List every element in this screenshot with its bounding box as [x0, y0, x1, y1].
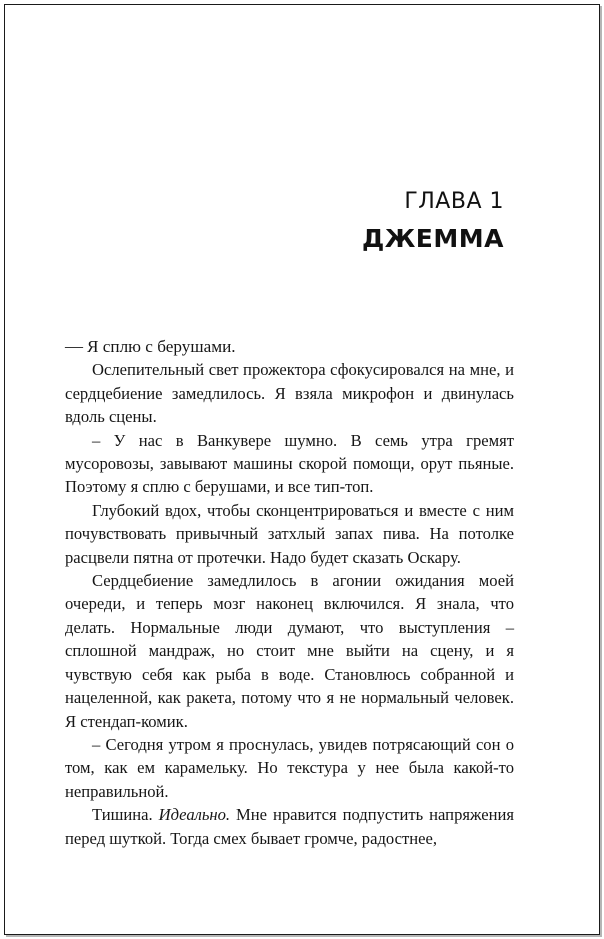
- paragraph-1: [65, 335, 514, 358]
- paragraph-1-text: Я сплю с берушами.: [87, 337, 236, 356]
- paragraph-7-start: Тишина.: [92, 805, 159, 825]
- paragraph-2: Ослепительный свет прожектора сфокусировался на мне, и сердцебиение замедлилось. Я взяла микрофон и двинулась вдоль сцены.: [65, 360, 514, 427]
- chapter-number: ГЛАВА 1: [404, 189, 504, 214]
- chapter-heading: [362, 187, 504, 259]
- paragraph-6: – Сегодня утром я проснулась, увидев потрясающий сон о том, как ем карамельку. Но текстура у нее была какой-то неправильной.: [65, 734, 514, 801]
- paragraph-4: Глубокий вдох, чтобы сконцентрироваться и вместе с ним почувствовать привычный затхлый запах пива. На потолке расцвели пятна от протечки. Надо будет сказать Оскару.: [65, 500, 514, 567]
- chapter-title: ДЖЕММА: [361, 224, 504, 253]
- opening-dash: —: [65, 336, 83, 356]
- paragraph-7-end: Мне нравится подпустить напряжения перед шуткой. Тогда смех бывает громче, радостнее,: [65, 805, 514, 848]
- chapter-text: [65, 335, 514, 850]
- book-page: [4, 4, 600, 935]
- paragraph-5: Сердцебиение замедлилось в агонии ожидания моей очереди, и теперь мозг наконец включился. Я знала, что делать. Нормальные люди думают, что выступления – сплошной мандраж, но стоит мне выйти на сцену, и я чувствую себя как рыба в воде. Становлюсь собранной и нацеленной, как ракета, потому что я не нормальный человек. Я стендап-комик.: [65, 571, 514, 731]
- paragraph-7: [65, 803, 514, 850]
- paragraph-7-italic: Идеально.: [158, 805, 231, 825]
- paragraph-3: – У нас в Ванкувере шумно. В семь утра гремят мусоровозы, завывают машины скорой помощи, орут пьяные. Поэтому я сплю с берушами, и все тип-топ.: [65, 430, 514, 497]
